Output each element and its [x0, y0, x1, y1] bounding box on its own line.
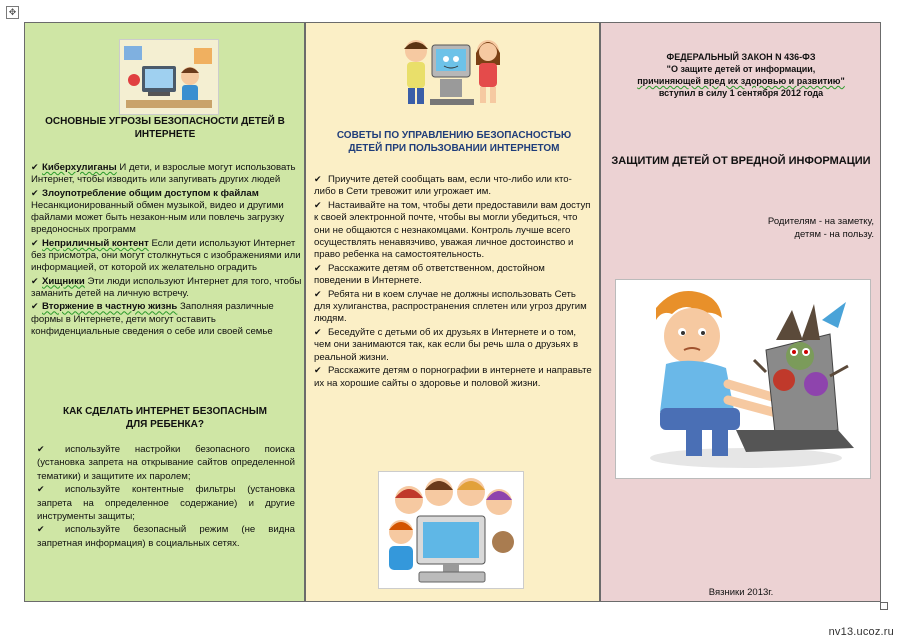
tips-list — [314, 173, 592, 390]
law-title: ФЕДЕРАЛЬНЫЙ ЗАКОН N 436-ФЗ — [666, 52, 816, 62]
child-at-computer-image — [119, 39, 219, 115]
law-effective-date: вступил в силу 1 сентября 2012 года — [658, 88, 824, 98]
checkmark-icon: ✔ — [31, 275, 39, 286]
checkmark-icon: ✔ — [31, 162, 39, 172]
cover-title: ЗАЩИТИМ ДЕТЕЙ ОТ ВРЕДНОЙ ИНФОРМАЦИИ — [611, 155, 871, 167]
checkmark-icon: ✔ — [31, 301, 39, 312]
children-at-monitor-image — [378, 471, 524, 589]
law-name-line2: причиняющей вред их здоровью и развитию" — [637, 76, 845, 86]
kids-with-computer-image — [394, 31, 510, 111]
list-item: ✔ Настаивайте на том, чтобы дети предоставили вам доступ к своей электронной почте, чтобы вы могли убедиться, что они не общаются с незнакомцами. Контроль лучше всего осуществлять ненавязчиво, уважая личное достоинство и право ребенка на самостоятельность. — [314, 199, 591, 261]
slogan — [654, 215, 874, 241]
list-item: ✔ Расскажите детям об ответственном, достойном поведении в Интернете. — [314, 262, 545, 287]
checkmark-icon: ✔ — [314, 365, 322, 376]
threats-heading: ОСНОВНЫЕ УГРОЗЫ БЕЗОПАСНОСТИ ДЕТЕЙ В ИНТЕРНЕТЕ — [45, 116, 285, 140]
checkmark-icon: ✔ — [37, 484, 45, 495]
law-block — [611, 51, 871, 99]
resize-handle[interactable] — [880, 602, 888, 610]
panel-cover — [600, 22, 881, 602]
slogan-line1: Родителям - на заметку, — [767, 216, 874, 227]
site-watermark: nv13.ucoz.ru — [828, 626, 894, 638]
checkmark-icon: ✔ — [314, 262, 322, 273]
panel-tips — [305, 22, 600, 602]
tips-heading: СОВЕТЫ ПО УПРАВЛЕНИЮ БЕЗОПАСНОСТЬЮ ДЕТЕЙ ПРИ ПОЛЬЗОВАНИИ ИНТЕРНЕТОМ — [336, 130, 572, 154]
panel-threats — [24, 22, 305, 602]
list-item: ✔ используйте настройки безопасного поиска (установка запрета на открывание сайтов определенной тематики) и защитите их паролем; — [37, 444, 295, 482]
table-move-handle[interactable]: ✥ — [6, 6, 19, 19]
howto-list — [37, 443, 295, 550]
threats-list — [31, 161, 303, 338]
list-item: ✔ Киберхулиганы И дети, и взрослые могут использовать Интернет, чтобы изводить или запугивать других людей — [31, 162, 296, 186]
howto-heading: КАК СДЕЛАТЬ ИНТЕРНЕТ БЕЗОПАСНЫМ ДЛЯ РЕБЕНКА? — [62, 406, 268, 430]
list-item: ✔ Ребята ни в коем случае не должны использовать Сеть для хулиганства, распространения сплетен или угроз другим людям. — [314, 288, 587, 325]
list-item: ✔ Расскажите детям о порнографии в интернете и направьте их на хорошие сайты о здоровье и половой жизни. — [314, 365, 592, 389]
footer-place-year: Вязники 2013г. — [708, 587, 774, 598]
checkmark-icon: ✔ — [314, 326, 322, 337]
checkmark-icon: ✔ — [31, 237, 39, 248]
list-item: ✔ Злоупотребление общим доступом к файлам Несанкционированный обмен музыкой, видео и другими файлами может быть незакон-ным или повлечь загрузку вредоносных программ — [31, 187, 285, 236]
checkmark-icon: ✔ — [314, 199, 322, 210]
checkmark-icon: ✔ — [314, 288, 322, 299]
law-name-line1: "О защите детей от информации, — [666, 64, 816, 74]
list-item: ✔ Вторжение в частную жизнь Заполняя различные формы в Интернете, дети могут оставить конфиденциальные сведения о себе или своей семье — [31, 301, 274, 337]
slogan-line2: детям - на пользу. — [794, 229, 874, 240]
checkmark-icon: ✔ — [31, 187, 39, 198]
list-item: ✔ используйте безопасный режим (не видна запретная информация) в социальных сетях. — [37, 524, 295, 549]
list-item: ✔ Беседуйте с детьми об их друзьях в Интернете и о том, чем они занимаются так, как если бы речь шла о друзьях в реальной жизни. — [314, 326, 579, 363]
list-item: ✔ Приучите детей сообщать вам, если что-либо или кто-либо в Сети тревожит или угрожает им. — [314, 174, 572, 198]
checkmark-icon: ✔ — [37, 444, 45, 454]
checkmark-icon: ✔ — [314, 174, 322, 184]
list-item: ✔ Хищники Эти люди используют Интернет для того, чтобы заманить детей на личную встречу. — [31, 275, 302, 299]
list-item: ✔ Неприличный контент Если дети используют Интернет без присмотра, они могут столкнуться с изображениями или информацией, от которой их желательно оградить — [31, 237, 301, 274]
checkmark-icon: ✔ — [37, 524, 45, 535]
boy-with-laptop-monsters-image — [615, 279, 871, 479]
list-item: ✔ используйте контентные фильтры (установка запрета на определенное содержание) и другие инструменты защиты; — [37, 484, 295, 523]
